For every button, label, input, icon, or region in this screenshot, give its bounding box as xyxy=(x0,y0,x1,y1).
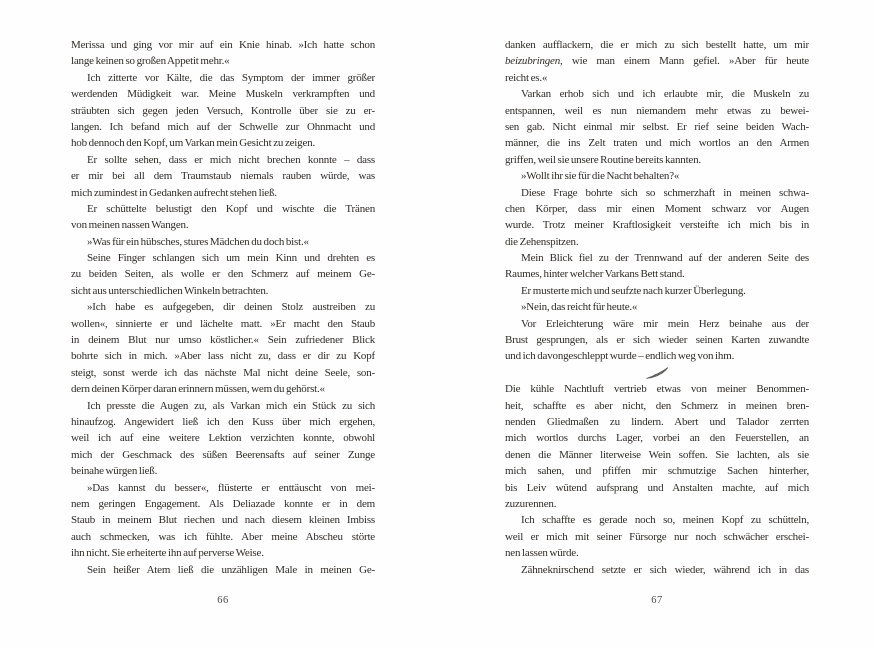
text-line: Seine Finger schlangen sich um mein Kinn und drehten es xyxy=(87,252,375,265)
text-line: sträubten sich gegen jeden Versuch, Kontrolle über sie zu er- xyxy=(71,104,375,117)
text-line: bis Leiv wütend aufsprang und Anstalten machte, auf mich xyxy=(505,481,809,494)
page-number: 67 xyxy=(651,594,663,606)
text-line: Mein Blick fiel zu der Trennwand auf der anderen Seite des xyxy=(521,252,809,265)
text-line: nen lassen würde. xyxy=(505,547,579,560)
text-line: Er schüttelte belustigt den Kopf und wischte die Tränen xyxy=(87,202,375,215)
page-text-column xyxy=(71,37,375,578)
text-segment: , wie man einem Mann gefiel. »Aber für heute xyxy=(560,55,809,68)
text-line: »Das kannst du besser«, flüsterte er enttäuscht von mei- xyxy=(87,481,375,494)
text-line: Varkan erhob sich und ich erlaubte mir, die Muskeln zu xyxy=(521,88,809,101)
text-line: lange keinen so großen Appetit mehr.« xyxy=(71,55,230,68)
text-line: Vor Erleichterung wäre mir mein Herz beinahe aus der xyxy=(521,317,809,330)
text-line: von meinen nassen Wangen. xyxy=(71,219,189,232)
text-line: Raumes, hinter welcher Varkans Bett stand. xyxy=(505,268,685,281)
text-line: mich zumindest in Gedanken aufrecht stehen ließ. xyxy=(71,186,277,199)
text-line: »Wollt ihr sie für die Nacht behalten?« xyxy=(521,170,680,183)
text-line xyxy=(505,53,809,69)
text-line: heit, schaffte es aber nicht, den Schmerz in meinen bren- xyxy=(505,399,809,412)
text-line: Ich presste die Augen zu, als Varkan mich ein Stück zu sich xyxy=(87,399,375,412)
text-line: langen. Ich befand mich auf der Schwelle zur Ohnmacht und xyxy=(71,120,375,133)
book-page-right xyxy=(505,37,809,606)
page-text-column xyxy=(505,37,809,578)
text-line: Er musterte mich und seufzte nach kurzer Überlegung. xyxy=(521,284,746,297)
text-line: entspannen, weil es nun niemandem mehr etwas zu bewei- xyxy=(505,104,809,117)
text-line: bohrte sich in mich. »Aber lass nicht zu, dass er dir zu Kopf xyxy=(71,350,375,363)
text-line: männer, die ins Zelt traten und mich wortlos an den Armen xyxy=(505,137,809,150)
text-line: mich sahen, und pfiffen mir schmutzige Sachen hinterher, xyxy=(505,465,809,478)
text-line: weil ich auf eine weitere Lektion verzichten konnte, obwohl xyxy=(71,432,375,445)
text-line: weil er mich mit seiner Fürsorge nur noch schwächer erschei- xyxy=(505,530,809,543)
text-line: zuzurennen. xyxy=(505,497,557,510)
text-line: werdenden Müdigkeit war. Meine Muskeln verkrampften und xyxy=(71,88,375,101)
text-line: beinahe würgen ließ. xyxy=(71,465,158,478)
text-line: nem geringen Engagement. Als Deliazade konnte er in dem xyxy=(71,497,375,510)
text-line: sicht aus unterschiedlichen Winkeln betrachten. xyxy=(71,284,269,297)
italic-text-segment: beizubringen xyxy=(505,55,561,68)
text-line: »Ich habe es aufgegeben, dir deinen Stolz austreiben zu xyxy=(87,301,375,314)
text-line: mich wortlos durchs Lager, vorbei an den Feuerstellen, an xyxy=(505,432,809,445)
text-line: »Was für ein hübsches, stures Mädchen du doch bist.« xyxy=(87,235,309,248)
book-page-left xyxy=(71,37,375,606)
text-line: Zähneknirschend setzte er sich wieder, während ich in das xyxy=(521,563,809,576)
text-line: ihn nicht. Sie erheiterte ihn auf perverse Weise. xyxy=(71,547,264,560)
text-line: reicht es.« xyxy=(505,71,548,84)
text-line: mich der Geschmack des süßen Beerensafts auf seiner Zunge xyxy=(71,448,375,461)
text-line: danken aufflackern, die er mich zu sich bestellt hatte, um mir xyxy=(505,39,809,51)
text-line: Staub in meinem Blut riechen und nach diesem kleinen Imbiss xyxy=(71,514,375,527)
text-line: griffen, weil sie unsere Routine bereits kannten. xyxy=(505,153,701,166)
text-line: zu beiden Seiten, als wolle er den Schmerz auf meinem Ge- xyxy=(71,268,375,281)
text-line: Sein heißer Atem ließ die unzähligen Male in meinen Ge- xyxy=(87,563,375,576)
text-line: in deinem Blut nur umso köstlicher.« Sein zufriedener Blick xyxy=(71,334,375,347)
text-line: »Nein, das reicht für heute.« xyxy=(521,301,638,314)
text-line: Brust gesprungen, als er sich wieder seinen Karten zuwandte xyxy=(505,334,809,347)
text-line: Er sollte sehen, dass er mich nicht brechen konnte – dass xyxy=(87,153,375,166)
text-line: und ich davongeschleppt wurde – endlich weg von ihm. xyxy=(505,350,735,363)
text-line: dern deinen Körper daran erinnern müssen, wem du gehörst.« xyxy=(71,383,325,396)
text-line: sen gab. Nicht einmal mir selbst. Er rief seine beiden Wach- xyxy=(505,120,809,133)
text-line: Die kühle Nachtluft vertrieb etwas von meiner Benommen- xyxy=(505,383,809,396)
text-line: steigt, sonst werde ich das nächste Mal nicht deine Seele, son- xyxy=(71,366,375,379)
text-line: auch schmecken, was ich fühlte. Aber meine Abscheu störte xyxy=(71,530,375,543)
text-line: Merissa und ging vor mir auf ein Knie hinab. »Ich hatte schon xyxy=(71,39,375,51)
text-line: chen Körper, dass mir einen Moment schwarz vor Augen xyxy=(505,202,809,215)
text-line: denen die Männer literweise Wein soffen. Sie lachten, als sie xyxy=(505,448,809,461)
page-number: 66 xyxy=(217,594,229,606)
text-line: Ich zitterte vor Kälte, die das Symptom der immer größer xyxy=(87,71,375,84)
text-line: hob dennoch den Kopf, um Varkan mein Gesicht zu zeigen. xyxy=(71,137,315,150)
feather-icon xyxy=(644,366,670,380)
text-line: wollen«, sinnierte er und lächelte matt. »Er macht den Staub xyxy=(71,317,375,330)
text-line: nenden Gliedmaßen zu lindern. Abert und Talador zerrten xyxy=(505,415,809,428)
text-line: hinaufzog. Angewidert ließ ich den Kuss über mich ergehen, xyxy=(71,415,375,428)
section-break-ornament xyxy=(505,365,809,381)
text-line: Ich schaffte es gerade noch so, meinen Kopf zu schütteln, xyxy=(521,514,809,527)
text-line: er mir bei all dem Traumstaub niemals rauben würde, was xyxy=(71,170,375,183)
text-line: die Zehenspitzen. xyxy=(505,235,579,248)
text-line: Diese Frage bohrte sich so schmerzhaft in meinen schwa- xyxy=(521,186,809,199)
text-line: wurde. Trotz meiner Kraftlosigkeit versteifte ich mich bis in xyxy=(505,219,809,232)
